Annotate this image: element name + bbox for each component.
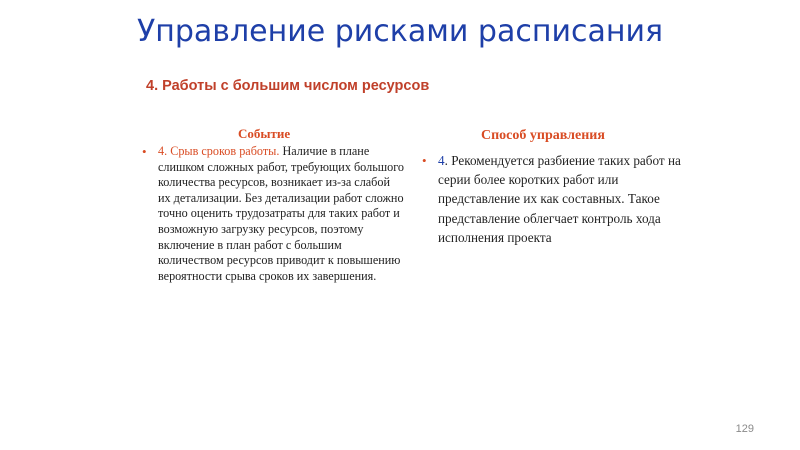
slide-subtitle: 4. Работы с большим числом ресурсов — [146, 78, 430, 94]
event-text: Наличие в плане слишком сложных работ, требующих большого количества ресурсов, возникает из-за слабой их детализации. Без детализации работ сложно точно оценить трудозатраты для таких работ и возможную загрузку ресурсов, поэтому включение в план работ с большим количеством ресурсов приводит к повышению вероятности срыва сроков их завершения. — [158, 144, 405, 283]
management-column-body — [422, 151, 690, 247]
management-lead: 4 — [438, 153, 445, 168]
event-lead: 4. Срыв сроков работы. — [158, 144, 280, 158]
bullet-icon: • — [142, 144, 147, 159]
event-column-body — [142, 144, 404, 284]
management-text: . Рекомендуется разбиение таких работ на серии более коротких работ или представление их как составных. Такое представление облегчает контроль хода исполнения проекта — [438, 153, 681, 245]
slide-title: Управление рисками расписания — [136, 14, 663, 49]
event-column-heading: Событие — [238, 126, 291, 141]
event-bullet-item — [142, 144, 404, 284]
bullet-icon: • — [422, 153, 427, 168]
management-column-heading: Способ управления — [481, 128, 605, 143]
page-number: 129 — [735, 423, 754, 435]
management-bullet-item — [422, 151, 690, 247]
